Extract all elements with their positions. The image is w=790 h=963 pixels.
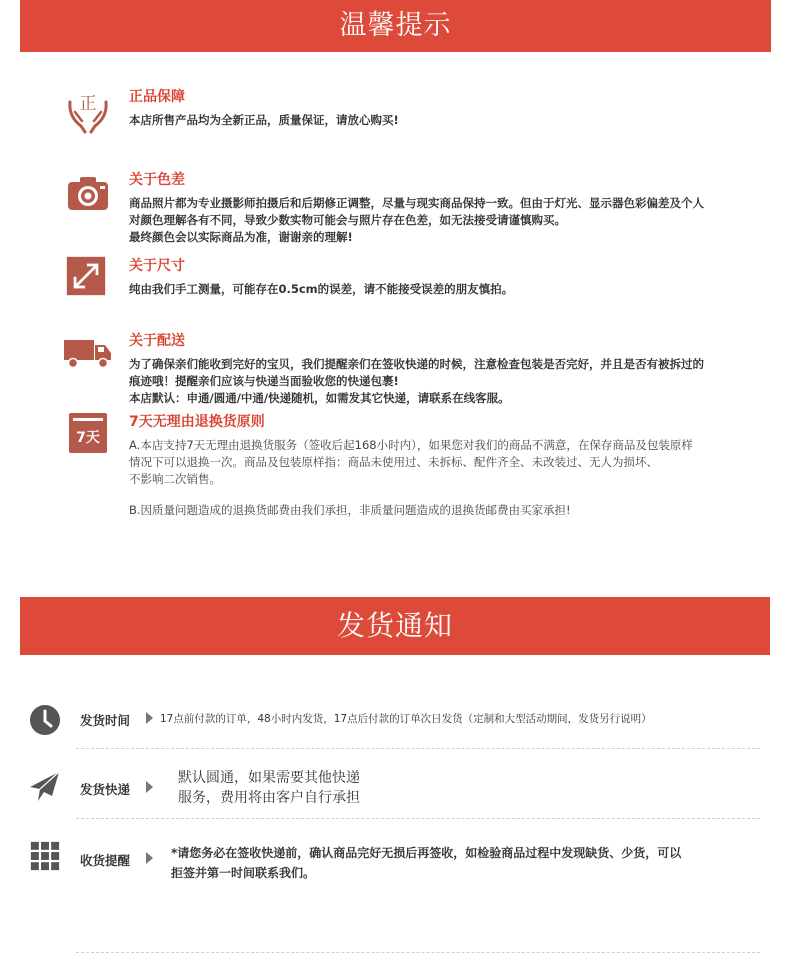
camera-icon — [65, 171, 111, 217]
tip-text: A.本店支持7天无理由退换货服务（签收后起168小时内），如果您对我们的商品不满意，在保存商品及包装原样 — [129, 438, 693, 452]
divider — [76, 818, 760, 819]
resize-arrow-icon — [65, 255, 107, 297]
grid-icon — [30, 841, 60, 871]
calendar-7-days-icon — [69, 413, 107, 453]
arrow-right-icon — [146, 781, 153, 793]
divider — [76, 952, 760, 953]
shipping-label: 收货提醒 — [80, 853, 131, 868]
shipping-banner: 发货通知 — [20, 597, 770, 655]
shipping-value: 17点前付款的订单，48小时内发货，17点后付款的订单次日发货（定制和大型活动期间，发货另行说明） — [160, 713, 652, 725]
divider — [76, 748, 760, 749]
tip-text: 不影响二次销售。 — [129, 472, 221, 486]
shipping-value-line: *请您务必在签收快递前，确认商品完好无损后再签收，如检验商品过程中发现缺货、少货，可以 — [171, 846, 682, 860]
tip-title: 关于配送 — [129, 333, 185, 349]
truck-icon — [63, 332, 113, 378]
tip-text: 本店所售产品均为全新正品，质量保证，请放心购买! — [129, 113, 399, 127]
tip-text: 纯由我们手工测量，可能存在0.5cm的误差，请不能接受误差的朋友慎拍。 — [129, 282, 514, 296]
svg-text:正: 正 — [79, 94, 97, 114]
tip-text: 痕迹哦！提醒亲们应该与快递当面验收您的快递包裹! — [129, 374, 399, 388]
tip-text: 商品照片都为专业摄影师拍摄后和后期修正调整，尽量与现实商品保持一致。但由于灯光、显示器色彩偏差及个人 — [129, 196, 704, 210]
tip-text: B.因质量问题造成的退换货邮费由我们承担，非质量问题造成的退换货邮费由买家承担! — [129, 503, 571, 517]
tip-text: 为了确保亲们能收到完好的宝贝，我们提醒亲们在签收快递的时候，注意检查包装是否完好，并且是否有被拆过的 — [129, 357, 704, 371]
tip-title: 关于尺寸 — [129, 258, 185, 274]
notice-banner: 温馨提示 — [20, 0, 771, 52]
tip-text: 情况下可以退换一次。商品及包装原样指：商品未使用过、未拆标、配件齐全、未改装过、无人为损坏、 — [129, 455, 658, 469]
tip-text: 对颜色理解各有不同，导致少数实物可能会与照片存在色差，如无法接受请谨慎购买。 — [129, 213, 566, 227]
shipping-value — [178, 768, 360, 808]
shipping-value — [171, 843, 681, 883]
tip-title: 关于色差 — [129, 172, 185, 188]
tip-text: 最终颜色会以实际商品为准，谢谢亲的理解! — [129, 230, 353, 244]
tip-title: 7天无理由退换货原则 — [129, 414, 265, 430]
tip-text: 本店默认：申通/圆通/中通/快递随机，如需发其它快递，请联系在线客服。 — [129, 391, 510, 405]
shipping-label: 发货快递 — [80, 782, 131, 797]
shipping-value-line: 默认圆通，如果需要其他快递 — [178, 770, 360, 786]
calendar-text: 7天 — [76, 430, 100, 446]
arrow-right-icon — [146, 712, 153, 724]
arrow-right-icon — [146, 852, 153, 864]
tip-title: 正品保障 — [129, 89, 185, 105]
clock-icon — [28, 703, 62, 737]
shipping-value-line: 服务，费用将由客户自行承担 — [178, 790, 360, 806]
shipping-value-line: 拒签并第一时间联系我们。 — [171, 866, 316, 880]
airplane-icon — [28, 770, 62, 804]
hands-genuine-icon — [65, 88, 111, 134]
shipping-label: 发货时间 — [80, 713, 131, 728]
